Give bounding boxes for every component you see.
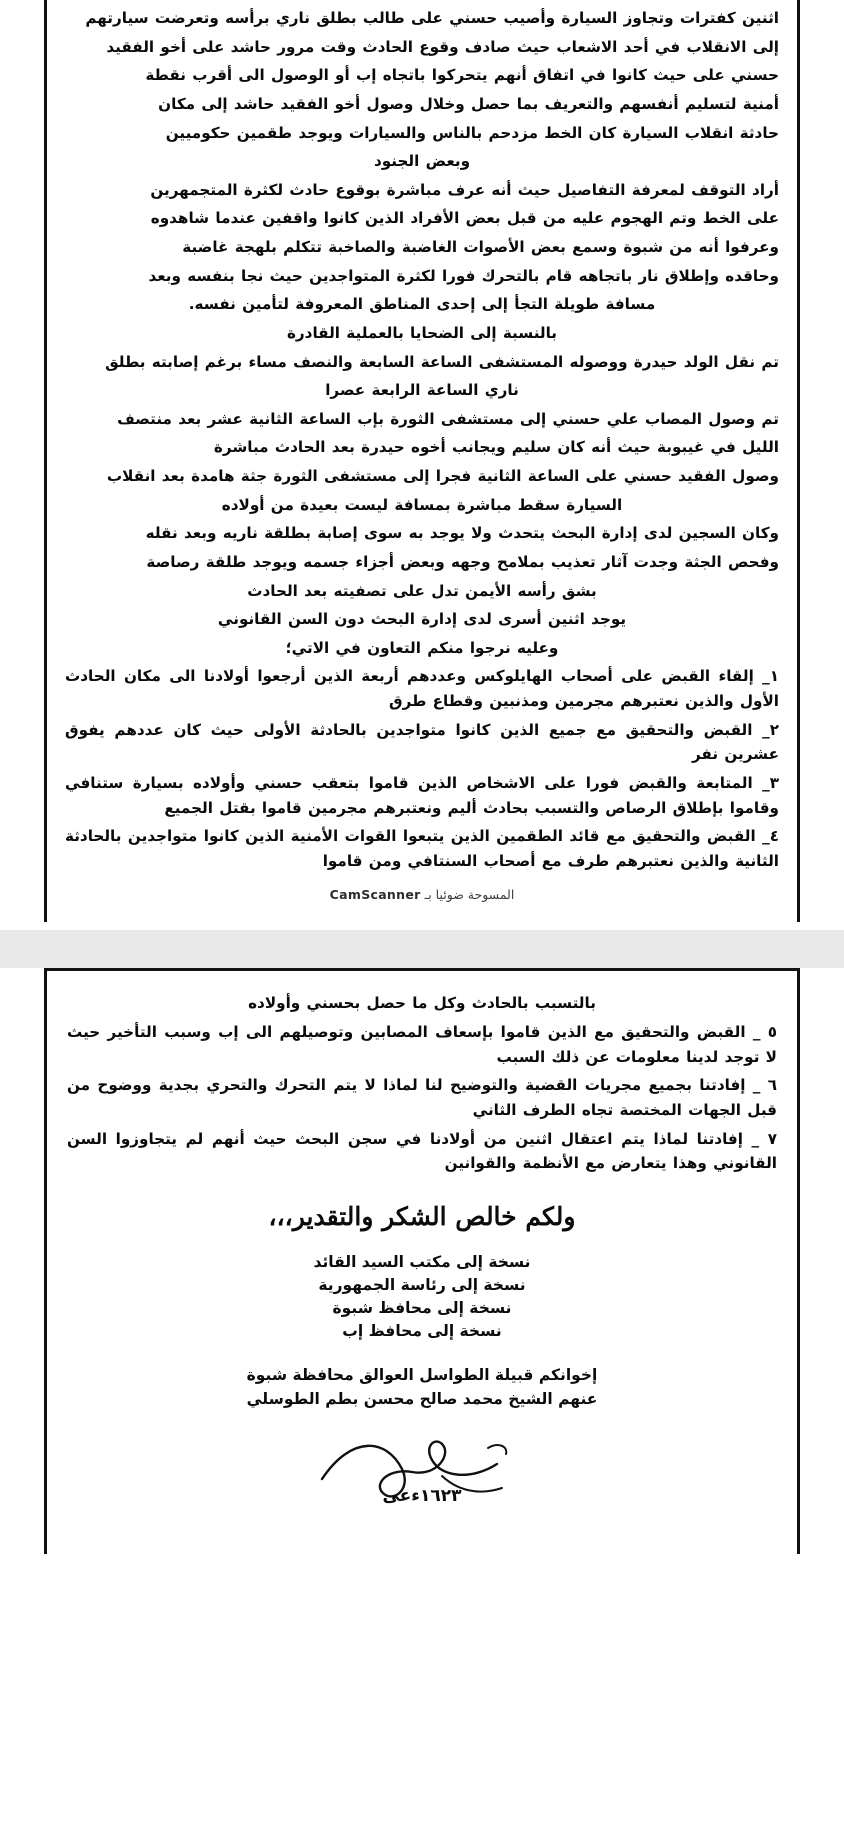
- copy-recipient: نسخة إلى محافظ إب: [342, 1321, 502, 1340]
- closing-thanks: ولكم خالص الشكر والتقدير،،،: [268, 1201, 576, 1231]
- paragraph-line: بالنسبة إلى الضحايا بالعملية القادرة: [286, 323, 558, 342]
- page-2-body: [67, 991, 777, 1016]
- paragraph-line: تم نقل الولد حيدرة ووصوله المستشفى الساعة السابعة والنصف مساء برغم إصابته بطلق: [105, 352, 779, 371]
- paragraph-line: حادثة انقلاب السيارة كان الخط مزدحم بالناس والسيارات ويوجد طقمين حكوميين: [165, 123, 779, 142]
- paragraph-line: وفحص الجثة وجدت آثار تعذيب بملامح وجهه وبعض أجزاء جسمه ويوجد طلقة رصاصة: [146, 552, 779, 571]
- paragraph-line: تم وصول المصاب علي حسني إلى مستشفى الثورة بإب الساعة الثانية عشر بعد منتصف: [117, 409, 779, 428]
- page-1-sheet: [44, 0, 800, 922]
- paragraph-line: وعليه نرجوا منكم التعاون في الاتي؛: [285, 638, 559, 657]
- page-1-numbered-list: [65, 664, 779, 873]
- paragraph-line: وكان السجين لدى إدارة البحث يتحدث ولا يوجد به سوى إصابة بطلقة ناريه وبعد نقله: [145, 524, 779, 543]
- paragraph-line: ناري الساعة الرابعة عصرا: [325, 381, 519, 400]
- paragraph-line: إلى الانقلاب في أحد الاشعاب حيث صادف وقوع الحادث وقت مرور حاشد على أخو الفقيد: [106, 37, 779, 56]
- paragraph-line: اثنين كفترات وتجاوز السيارة وأصيب حسني على طالب بطلق ناري برأسه وتعرضت سيارتهم: [85, 9, 779, 27]
- numbered-item: ٢_ القبض والتحقيق مع جميع الذين كانوا متواجدين بالحادثة الأولى حيث كان عددهم يفوق عشرين نفر: [65, 720, 779, 764]
- copy-recipient: نسخة إلى رئاسة الجمهورية: [318, 1275, 526, 1294]
- paragraph-line: أراد التوقف لمعرفة التفاصيل حيث أنه عرف مباشرة بوقوع حادث لكثرة المتجمهرين: [150, 180, 779, 199]
- signature-number: ١٦٢٣ءعى: [382, 1485, 462, 1506]
- paragraph-line: على الخط وتم الهجوم عليه من قبل بعض الأفراد الذين كانوا واقفين عندما شاهدوه: [150, 209, 779, 228]
- page-2-numbered-list: [67, 1020, 777, 1176]
- paragraph-line: وبعض الجنود: [373, 152, 471, 171]
- numbered-item: ٦ _ إفادتنا بجميع مجريات القضية والتوضيح لنا لماذا لا يتم التحرك والتحري بجدية ووضوح من قبل الجهات المختصة تجاه الطرف الثاني: [67, 1076, 777, 1119]
- signature-area: [67, 1424, 777, 1544]
- lead-line: بالتسبب بالحادث وكل ما حصل بحسني وأولاده: [248, 994, 596, 1013]
- page-1-body: [65, 6, 779, 660]
- signoff-line: إخوانكم قبيلة الطواسل العوالق محافظة شبوة: [246, 1365, 598, 1384]
- numbered-item: ٧ _ إفادتنا لماذا يتم اعتقال اثنين من أولادنا في سجن البحث حيث أنهم لم يتجاوزوا السن القانوني وهذا يتعارض مع الأنظمة والقوانين: [67, 1129, 777, 1173]
- numbered-item: ١_ إلقاء القبض على أصحاب الهايلوكس وعددهم أربعة الذين أرجعوا أولادنا الى مكان الحادث الأول والذين نعتبرهم مجرمين ومذنبين وقطاع طرق: [65, 667, 779, 710]
- paragraph-line: وعرفوا أنه من شبوة وسمع بعض الأصوات الغاضبة والصاخبة تتكلم بلهجة غاضبة: [182, 238, 779, 256]
- camscanner-watermark: [65, 877, 779, 908]
- copy-recipient: نسخة إلى مكتب السيد القائد: [313, 1252, 531, 1271]
- copy-recipient: نسخة إلى محافظ شبوة: [332, 1298, 512, 1317]
- page-2-sheet: [44, 968, 800, 1553]
- page-separator: [0, 930, 844, 968]
- copies-list: [67, 1253, 777, 1340]
- numbered-item: ٥ _ القبض والتحقيق مع الذين قاموا بإسعاف المصابين وتوصيلهم الى إب وسبب التأخير حيث لا توجد لدينا معلومات عن ذلك السبب: [67, 1023, 777, 1066]
- paragraph-line: حسني على حيث كانوا في اتفاق أنهم يتحركوا باتجاه إب أو الوصول الى أقرب نقطة: [145, 66, 779, 85]
- paragraph-line: مسافة طويلة التجأ إلى إحدى المناطق المعروفة لتأمين نفسه.: [188, 295, 656, 314]
- document-page-2: [0, 968, 844, 1553]
- paragraph-line: بشق رأسه الأيمن تدل على تصفيته بعد الحادث: [247, 581, 597, 600]
- scanned-by-label: المسوحة ضوئيا بـ: [424, 887, 515, 903]
- paragraph-line: أمنية لتسليم أنفسهم والتعريف بما حصل وخلال وصول أخو الفقيد حاشد إلى مكان: [158, 94, 779, 113]
- paragraph-line: يوجد اثنين أسرى لدى إدارة البحث دون السن القانوني: [217, 610, 627, 629]
- paragraph-line: السيارة سقط مباشرة بمسافة ليست بعيدة من أولاده: [221, 495, 623, 514]
- paragraph-line: الليل في غيبوبة حيث أنه كان سليم ويجانب أخوه حيدرة بعد الحادث مباشرة: [213, 438, 779, 457]
- numbered-item: ٣_ المتابعة والقبض فورا على الاشخاص الذين قاموا بتعقب حسني وأولاده بسيارة ستنافي وقاموا بإطلاق الرصاص والتسبب بحادث أليم ونعتبرهم مجرمين قاموا بقتل الجميع: [65, 773, 779, 817]
- signoff-line: عنهم الشيخ محمد صالح محسن بطم الطوسلي: [246, 1389, 598, 1408]
- paragraph-line: وصول الفقيد حسني على الساعة الثانية فجرا إلى مستشفى الثورة جثة هامدة بعد انقلاب: [106, 467, 779, 485]
- numbered-item: ٤_ القبض والتحقيق مع قائد الطقمين الذين يتبعوا القوات الأمنية الذين كانوا متواجدين بالحادثة الثانية والذين نعتبرهم طرف مع أصحاب السنتافي ومن قاموا: [65, 827, 779, 870]
- signoff-block: [67, 1366, 777, 1408]
- camscanner-brand: CamScanner: [329, 887, 421, 903]
- paragraph-line: وحاقده وإطلاق نار باتجاهه قام بالتحرك فورا لكثرة المتواجدين حيث نجا بنفسه وبعد: [148, 266, 779, 285]
